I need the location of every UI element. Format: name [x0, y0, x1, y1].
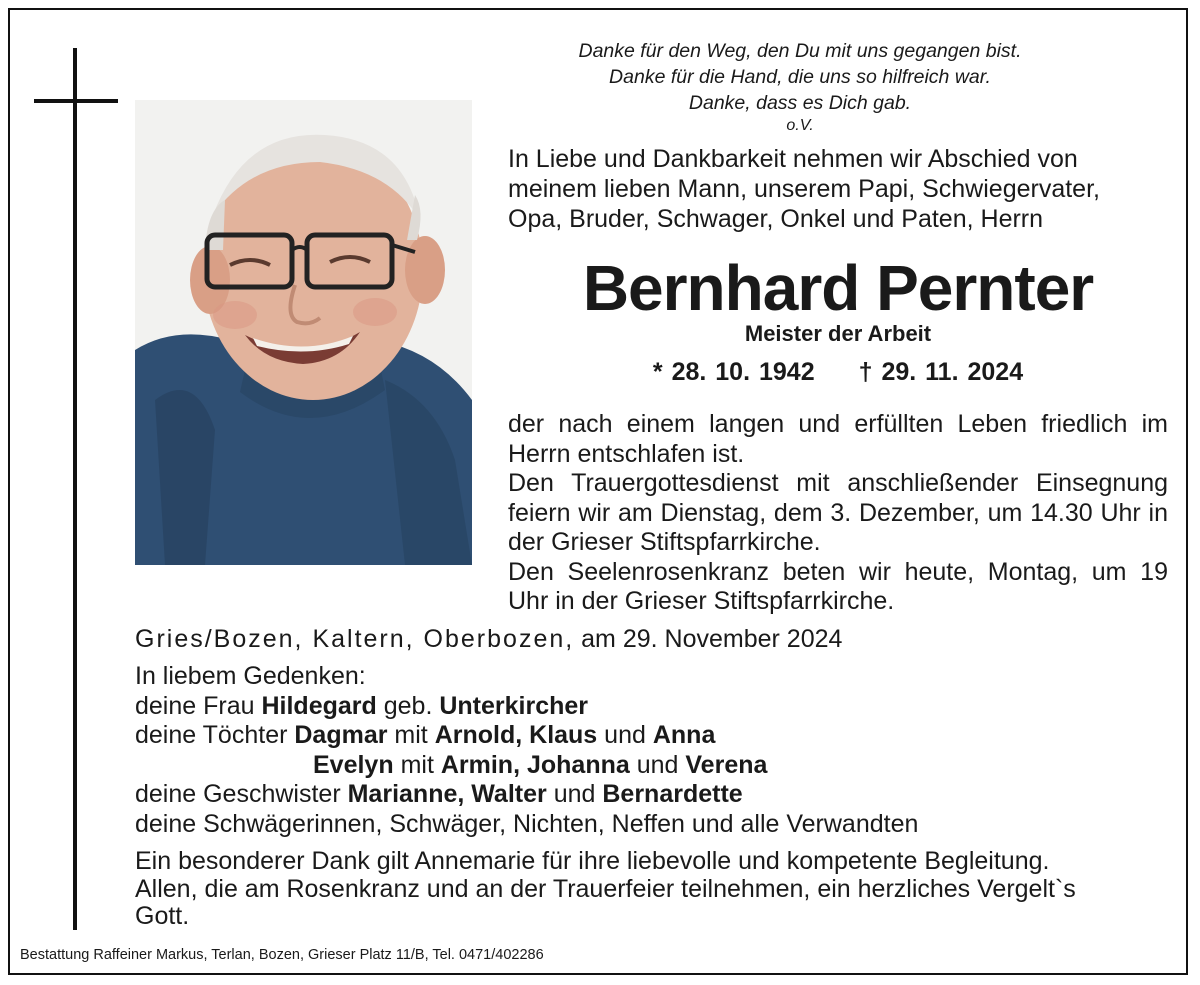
family-row-daughter2 [135, 751, 1165, 781]
birth-date: * 28. 10. 1942 [652, 358, 815, 386]
life-dates [508, 358, 1168, 387]
connector: mit [394, 721, 428, 749]
family-row-wife [135, 692, 1165, 722]
deceased-title: Meister der Arbeit [744, 321, 932, 346]
intro-text [508, 144, 1168, 234]
undertaker-footer: Bestattung Raffeiner Markus, Terlan, Bozen, Grieser Platz 11/B, Tel. 0471/402286 [20, 947, 544, 963]
announcement-paragraph: der nach einem langen und erfüllten Leben friedlich im Herrn entschlafen ist. [508, 410, 1168, 468]
memorial-poem [520, 38, 1080, 136]
person-name: Verena [685, 750, 768, 779]
family-row-daughter1 [135, 721, 1165, 751]
family-row-relatives: deine Schwägerinnen, Schwäger, Nichten, Neffen und alle Verwandten [135, 809, 919, 838]
connector: mit [400, 750, 434, 779]
thanks-text [135, 848, 1175, 931]
relation-label: deine Töchter [135, 721, 288, 749]
poem-line: Danke, dass es Dich gab. [688, 92, 912, 114]
thanks-line: Ein besonderer Dank gilt Annemarie für ihre liebevolle und kompetente Begleitung. [135, 847, 1050, 875]
thanks-line: Gott. [135, 902, 190, 930]
person-name: Arnold, Klaus [434, 721, 598, 749]
places: Gries/Bozen, Kaltern, Oberbozen, [135, 625, 575, 653]
family-heading: In liebem Gedenken: [135, 662, 366, 690]
person-name: Marianne, Walter [347, 780, 547, 808]
person-name: Dagmar [294, 721, 388, 749]
person-name: Evelyn [313, 750, 394, 779]
connector: und [604, 721, 646, 749]
rosary-paragraph: Den Seelenrosenkranz beten wir heute, Montag, um 19 Uhr in der Grieser Stiftspfarrkirche. [508, 557, 1168, 615]
connector: geb. [383, 691, 433, 720]
cross-horizontal-bar [34, 99, 118, 103]
thanks-line: Allen, die am Rosenkranz und an der Trauerfeier teilnehmen, ein herzliches Vergelt`s [135, 874, 1076, 903]
portrait-illustration [135, 100, 472, 565]
relation-label: deine Frau [135, 691, 255, 720]
intro-line: In Liebe und Dankbarkeit nehmen wir Abschied von [508, 145, 1078, 173]
intro-line: meinem lieben Mann, unserem Papi, Schwiegervater, [508, 175, 1100, 203]
poem-line: Danke für die Hand, die uns so hilfreich war. [609, 66, 991, 88]
intro-line: Opa, Bruder, Schwager, Onkel und Paten, Herrn [508, 205, 1044, 233]
date: am 29. November 2024 [581, 625, 843, 653]
family-row-siblings [135, 780, 1165, 810]
person-name: Hildegard [261, 691, 377, 720]
person-name: Unterkircher [439, 691, 589, 720]
person-name: Armin, Johanna [440, 750, 630, 779]
death-date: † 29. 11. 2024 [858, 358, 1024, 386]
poem-line: Danke für den Weg, den Du mit uns gegangen bist. [578, 40, 1022, 62]
place-date-line [135, 624, 842, 654]
cross-vertical-bar [73, 48, 77, 930]
funeral-service-paragraph: Den Trauergottesdienst mit anschließender Einsegnung feiern wir am Dienstag, dem 3. Dezember, um 14.30 Uhr in der Grieser Stiftspfarrkirche. [508, 469, 1168, 556]
portrait-photo [135, 100, 472, 565]
person-name: Bernardette [602, 780, 743, 808]
deceased-name: Bernhard Pernter [582, 252, 1094, 324]
announcement-text [508, 410, 1168, 617]
connector: und [636, 750, 679, 779]
family-list [135, 662, 1165, 839]
connector: und [553, 780, 596, 808]
person-name: Anna [652, 721, 716, 749]
relation-label: deine Geschwister [135, 780, 341, 808]
poem-signature: o.V. [786, 117, 814, 134]
